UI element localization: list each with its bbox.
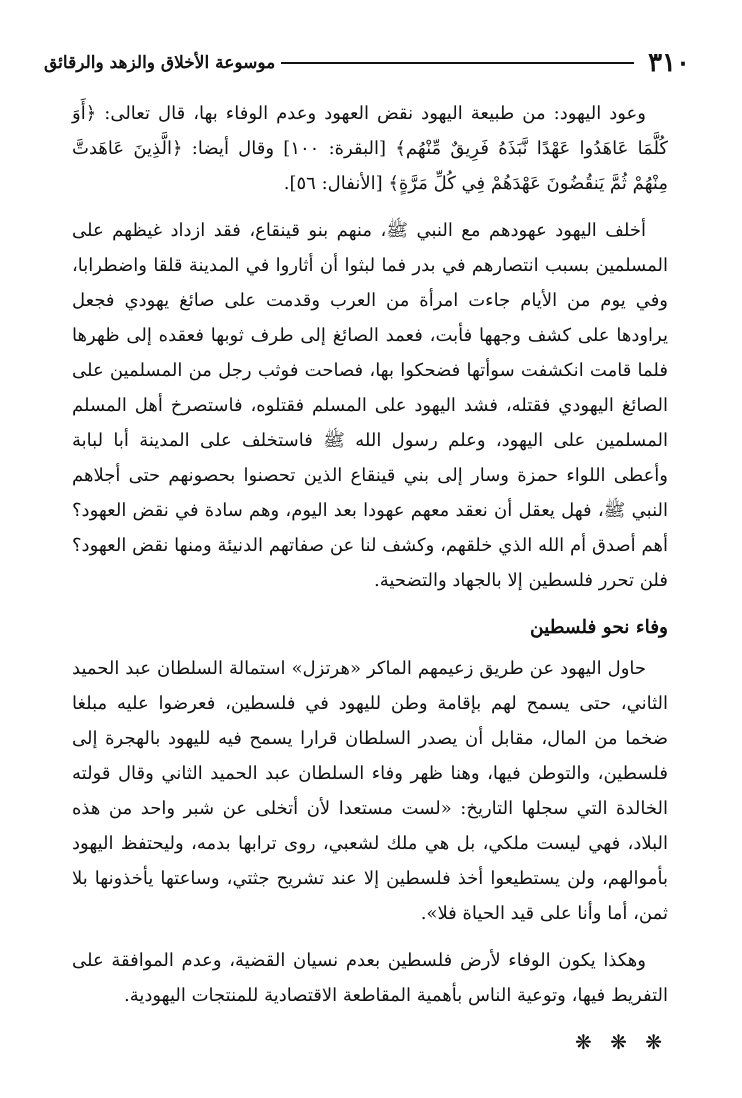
running-title: موسوعة الأخلاق والزهد والرقائق bbox=[44, 53, 276, 73]
page-body bbox=[72, 96, 668, 1060]
paragraph-jewish-covenants: وعود اليهود: من طبيعة اليهود نقض العهود وعدم الوفاء بها، قال تعالى: ﴿أَوَ كُلَّمَا عَاهَدُوا عَهْدًا نَّبَذَهُ فَرِيقٌ مِّنْهُم﴾ [البقرة: ١٠٠] وقال أيضا: ﴿الَّذِينَ عَاهَدتَّ مِنْهُمْ ثُمَّ يَنقُضُونَ عَهْدَهُمْ فِي كُلِّ مَرَّةٍ﴾ [الأنفال: ٥٦]. bbox=[72, 103, 668, 194]
header-rule bbox=[281, 62, 634, 64]
page-number: ٣١٠ bbox=[648, 48, 690, 78]
paragraph-conclusion: وهكذا يكون الوفاء لأرض فلسطين بعدم نسيان القضية، وعدم الموافقة على التفريط فيها، وتوعية الناس بأهمية المقاطعة الاقتصادية للمنتجات اليهودية. bbox=[72, 950, 668, 1006]
section-heading: وفاء نحو فلسطين bbox=[530, 617, 668, 638]
end-ornament: ❋ ❋ ❋ bbox=[575, 1030, 668, 1054]
page-header bbox=[44, 46, 690, 80]
paragraph-banu-qaynuqa: أخلف اليهود عهودهم مع النبي ﷺ، منهم بنو قينقاع، فقد ازداد غيظهم على المسلمين بسبب انتصارهم في بدر فما لبثوا أن أثاروا في المدينة قلقا واضطرابا، وفي يوم من الأيام جاءت امرأة من العرب وقدمت على صائغ يهودي فجعل يراودها على كشف وجهها فأبت، فعمد الصائغ إلى طرف ثوبها فعقده إلى ظهرها فلما قامت انكشفت سوأتها فضحكوا بها، فصاحت فوثب رجل من المسلمين على الصائغ اليهودي فقتله، فشد اليهود على المسلم فقتلوه، فاستصرخ أهل المسلم المسلمين على اليهود، وعلم رسول الله ﷺ فاستخلف على المدينة أبا لبابة وأعطى اللواء حمزة وسار إلى بني قينقاع الذين تحصنوا بحصونهم حتى أجلاهم النبي ﷺ، فهل يعقل أن نعقد معهم عهودا بعد اليوم، وهم سادة في نقض العهود؟ أهم أصدق أم الله الذي خلقهم، وكشف لنا عن صفاتهم الدنيئة ومنها نقض العهود؟ فلن تحرر فلسطين إلا بالجهاد والتضحية. bbox=[72, 220, 668, 591]
paragraph-herzl-sultan: حاول اليهود عن طريق زعيمهم الماكر «هرتزل» استمالة السلطان عبد الحميد الثاني، حتى يسمح لهم بإقامة وطن لليهود في فلسطين، فعرضوا عليه مبلغا ضخما من المال، مقابل أن يصدر السلطان قرارا يسمح فيه لليهود بالهجرة إلى فلسطين، والتوطن فيها، وهنا ظهر وفاء السلطان عبد الحميد الثاني وقال قولته الخالدة التي سجلها التاريخ: «لست مستعدا لأن أتخلى عن شبر واحد من هذه البلاد، فهي ليست ملكي، بل هي ملك لشعبي، روى ترابها بدمه، وليحتفظ اليهود بأموالهم، ولن يستطيعوا أخذ فلسطين إلا عند تشريح جثتي، وساعتها يأخذونها بلا ثمن، أما وأنا على قيد الحياة فلا». bbox=[72, 658, 668, 924]
